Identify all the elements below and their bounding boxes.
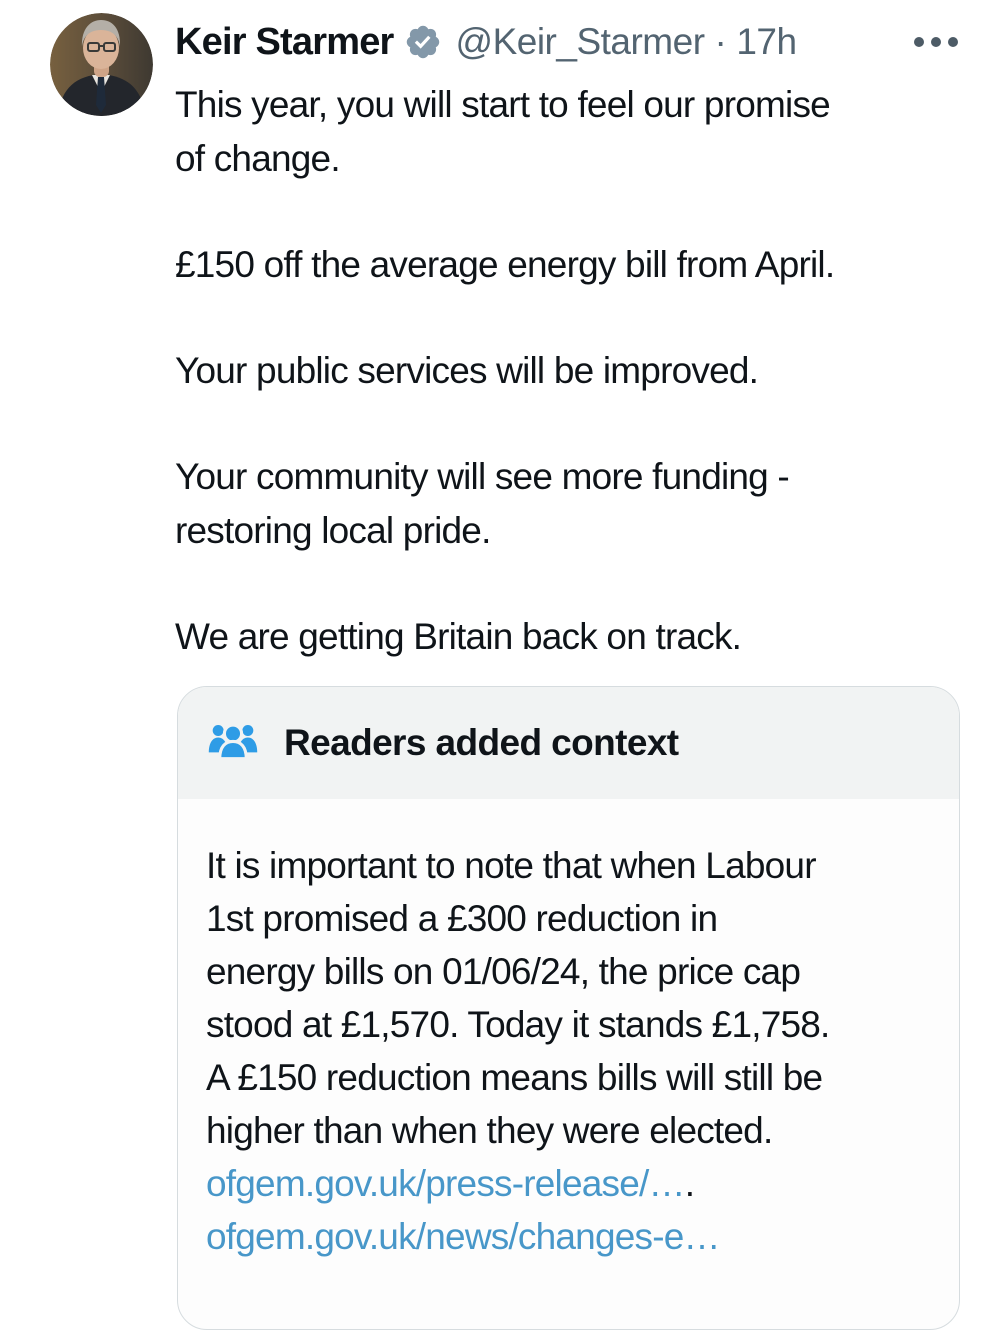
- tweet-text: [175, 78, 985, 664]
- avatar[interactable]: [50, 13, 153, 116]
- link-suffix: .: [684, 1163, 695, 1204]
- tweet-line: We are getting Britain back on track.: [175, 616, 742, 657]
- readers-group-icon: [208, 722, 258, 764]
- dot-separator: ·: [714, 21, 727, 62]
- tweet-line: Your community will see more funding -: [175, 456, 789, 497]
- author-handle[interactable]: @Keir_Starmer: [455, 21, 705, 62]
- community-note-header: [178, 687, 959, 799]
- note-line: 1st promised a £300 reduction in: [206, 898, 718, 939]
- tweet-paragraph: [175, 344, 985, 398]
- note-line: A £150 reduction means bills will still be: [206, 1057, 823, 1098]
- community-note-body: [178, 799, 959, 1263]
- community-note-title: Readers added context: [284, 722, 679, 763]
- timestamp: 17h: [736, 21, 797, 62]
- tweet-line: restoring local pride.: [175, 510, 491, 551]
- more-menu-icon[interactable]: [912, 33, 960, 51]
- note-line: energy bills on 01/06/24, the price cap: [206, 951, 801, 992]
- tweet-header: [175, 18, 960, 66]
- author-name[interactable]: Keir Starmer: [175, 20, 394, 63]
- handle-group: [456, 21, 797, 63]
- tweet-paragraph: [175, 238, 985, 292]
- community-note: [177, 686, 960, 1330]
- tweet-paragraph: [175, 78, 985, 186]
- note-line: higher than when they were elected.: [206, 1110, 773, 1151]
- note-line: It is important to note that when Labour: [206, 845, 816, 886]
- tweet-line: £150 off the average energy bill from April.: [175, 244, 835, 285]
- verified-badge-icon: [404, 23, 442, 61]
- ofgem-press-release-link[interactable]: ofgem.gov.uk/press-release/…: [206, 1163, 685, 1204]
- tweet-line: of change.: [175, 138, 340, 179]
- tweet-paragraph: [175, 450, 985, 558]
- note-line: stood at £1,570. Today it stands £1,758.: [206, 1004, 830, 1045]
- ofgem-news-changes-link[interactable]: ofgem.gov.uk/news/changes-e…: [206, 1216, 720, 1257]
- tweet-line: This year, you will start to feel our promise: [175, 84, 830, 125]
- tweet-paragraph: [175, 610, 985, 664]
- tweet-line: Your public services will be improved.: [175, 350, 759, 391]
- avatar-portrait: [50, 13, 153, 116]
